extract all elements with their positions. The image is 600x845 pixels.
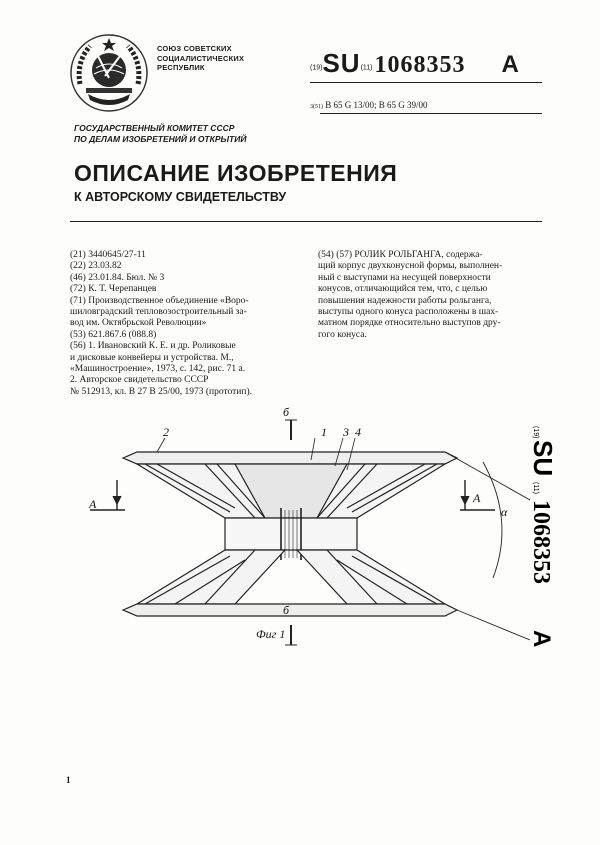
bib-line: и дисковые конвейеры и устройства. М., [70, 352, 234, 363]
abstract-line: ный с выступами на несущей поверхности [318, 272, 491, 283]
kind-code: A [501, 51, 519, 78]
bib-line: шиловградский тепловозостроительный за- [70, 307, 247, 318]
side-number-label: (11) [532, 482, 539, 494]
side-country-label: (19) [532, 426, 539, 439]
abstract-line: матном порядке относительно выступов дру- [318, 318, 501, 329]
union-line: СОЦИАЛИСТИЧЕСКИХ [157, 53, 245, 63]
abstract-line: щий корпус двухконусной формы, выполнен- [318, 261, 503, 272]
bib-line: (71) Производственное объединение «Воро- [70, 295, 249, 306]
bib-line: (53) 621.867.6 (088.8) [70, 329, 157, 340]
bib-line: (72) К. Т. Черепанцев [70, 284, 157, 295]
top-flange [123, 452, 457, 464]
arrow-label-right: А [473, 491, 481, 505]
committee-name [74, 123, 246, 145]
figure-caption: Фиг 1 [256, 627, 286, 641]
bib-line: (22) 23.03.82 [70, 261, 122, 272]
ipc-label: 3(51) [310, 104, 323, 110]
abstract-line: повышения надежности работы рольганга, [318, 295, 492, 306]
state-emblem-icon [68, 32, 150, 114]
ipc-classification [310, 100, 428, 110]
side-number: 1068353 [528, 500, 554, 584]
footer-mark: 1 [66, 775, 71, 785]
bib-line: (56) 1. Ивановский К. Е. и др. Роликовые [70, 341, 236, 352]
bottom-flange [123, 604, 457, 616]
bibliographic-data [70, 250, 292, 398]
bib-line: вод им. Октябрьской Революции» [70, 318, 207, 329]
abstract-line: выступы одного конуса расположены в шах- [318, 307, 499, 318]
section-letter-top: б [283, 405, 290, 419]
roller-drawing [85, 400, 530, 650]
union-line: РЕСПУБЛИК [157, 63, 205, 72]
side-kind: A [528, 630, 555, 648]
ipc-codes: B 65 G 13/00; B 65 G 39/00 [325, 100, 428, 110]
abstract-line: (54) (57) РОЛИК РОЛЬГАНГА, содержа- [318, 250, 483, 260]
bib-line: «Машиностроение», 1973, с. 142, рис. 71 а. [70, 364, 246, 375]
callout-4: 4 [355, 425, 361, 439]
country-code: SU [322, 48, 361, 78]
arrow-label-left: А [89, 497, 97, 511]
number-label: (11) [360, 64, 373, 72]
callout-2: 2 [163, 425, 169, 439]
bib-line: № 512913, кл. В 27 В 25/00, 1973 (прототип). [70, 386, 252, 397]
shaft [225, 518, 357, 550]
abstract [318, 250, 546, 341]
callout-1: 1 [321, 425, 327, 439]
abstract-line: гого конуса. [318, 329, 367, 340]
union-line: СОЮЗ СОВЕТСКИХ [157, 44, 232, 53]
header-rule [310, 82, 542, 83]
title-rule [70, 221, 542, 222]
country-code-label: (19) [310, 64, 323, 72]
committee-line: ПО ДЕЛАМ ИЗОБРЕТЕНИЙ И ОТКРЫТИЙ [74, 134, 247, 144]
publication-number [310, 48, 519, 79]
document-title: ОПИСАНИЕ ИЗОБРЕТЕНИЯ [74, 160, 398, 186]
abstract-line: конусов, отличающийся тем, что, с целью [318, 284, 488, 295]
side-country: SU [528, 440, 558, 477]
angle-label: α [501, 505, 508, 519]
union-name [157, 44, 244, 73]
patent-number: 1068353 [374, 52, 466, 78]
document-subtitle: К АВТОРСКОМУ СВИДЕТЕЛЬСТВУ [74, 190, 287, 204]
bib-line: (46) 23.01.84. Бюл. № 3 [70, 272, 165, 283]
callout-3: 3 [343, 425, 349, 439]
section-letter-bottom: б [283, 603, 290, 617]
committee-line: ГОСУДАРСТВЕННЫЙ КОМИТЕТ СССР [74, 123, 235, 133]
bib-line: (21) 3440645/27-11 [70, 250, 146, 260]
bib-line: 2. Авторское свидетельство СССР [70, 375, 209, 386]
ipc-rule [320, 113, 542, 114]
